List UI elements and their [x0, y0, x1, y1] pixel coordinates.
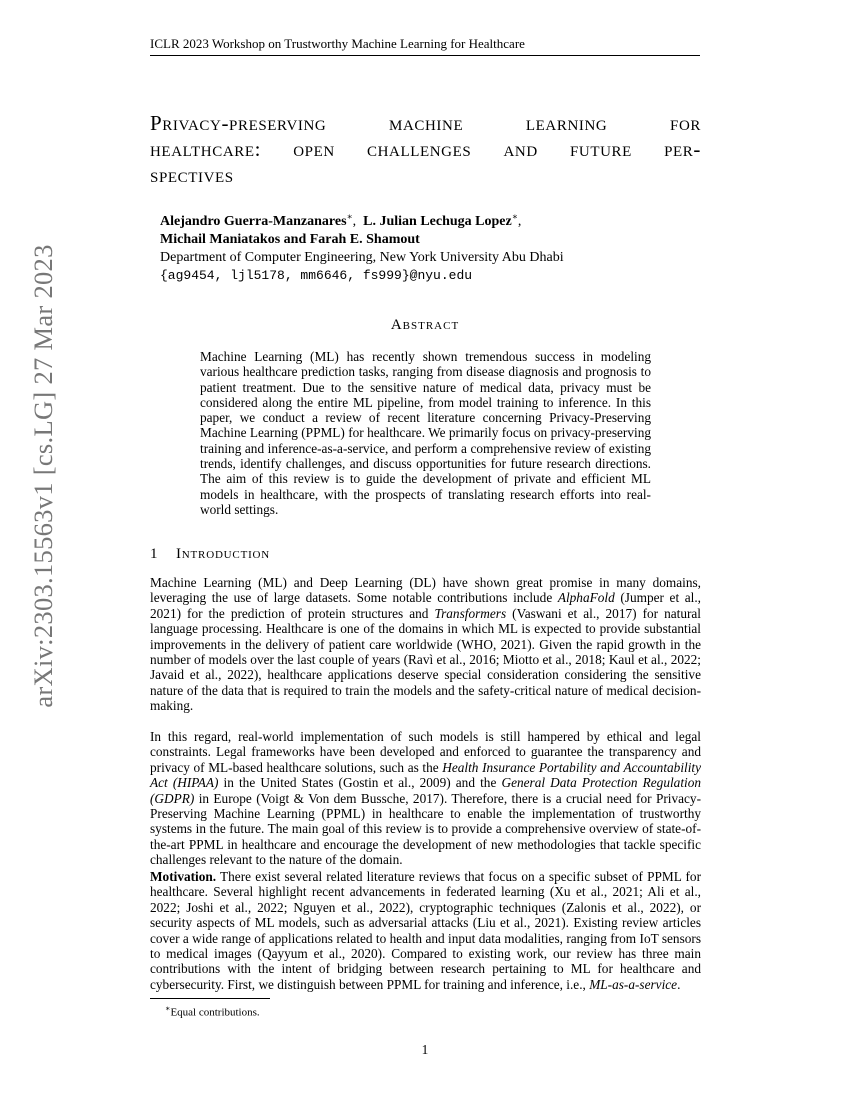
emphasis-hipaa: Health Insurance Portability and Accountability Act (HIPAA) — [150, 759, 701, 791]
equal-contribution-mark: ∗ — [346, 211, 353, 222]
author-name-2: L. Julian Lechuga Lopez — [363, 214, 512, 229]
para-text: Machine Learning (ML) and Deep Learning (DL) have shown great promise in many domains, leveraging the use of large datasets. Some notable contributions include — [150, 575, 701, 606]
intro-paragraph-2 — [150, 729, 701, 868]
author-line-1: Alejandro Guerra-Manzanares∗, L. Julian Lechuga Lopez∗, — [160, 211, 522, 229]
section-heading-introduction — [150, 546, 700, 563]
motivation-lead: Motivation. — [150, 869, 217, 884]
para-text: (Jumper et al., 2021) for the prediction of protein structures and — [150, 590, 702, 621]
para-text: in Europe (Voigt & Von dem Bussche, 2017). Therefore, there is a crucial need for Privacy-Preserving Machine Learning (PPML) in healthcare to enable the implementation of trustworthy systems in the future. The main goal of this review is to provide a comprehensive overview of state-of-the-art PPML in healthcare and encourage the development of new methodologies that tackle specific challenges relevant to the nature of the domain. — [150, 790, 701, 868]
title-line-3: spectives — [150, 163, 234, 187]
footnote-text: Equal contributions. — [170, 1006, 260, 1019]
para-text: In this regard, real-world implementation of such models is still hampered by ethical and legal constraints. Legal frameworks have been developed and enforced to guarantee the transparency and privacy of ML-based healthcare solutions, such as the — [150, 729, 701, 775]
para-text: in the United States (Gostin et al., 2009) and the — [218, 775, 502, 791]
emphasis-alphafold: AlphaFold — [557, 590, 615, 606]
title-line-1: Privacy-preserving machine learning for — [150, 111, 701, 135]
emphasis-ml-as-a-service: ML-as-a-service — [589, 976, 678, 992]
author-block — [160, 213, 700, 285]
equal-contribution-mark: ∗ — [511, 211, 518, 222]
abstract-text: Machine Learning (ML) has recently shown tremendous success in modeling various healthcare prediction tasks, ranging from disease diagnosis and prognosis to patient treatment. Due to the sensitive nature of medical data, privacy must be considered along the entire ML pipeline, from model training to inference. In this paper, we conduct a review of recent literature concerning Privacy-Preserving Machine Learning (PPML) for healthcare. We primarily focus on privacy-preserving training and inference-as-a-service, and perform a comprehensive review of existing trends, identify challenges, and discuss opportunities for future research directions. The aim of this review is to guide the development of private and efficient ML models in healthcare, with the prospects of translating research efforts into real-world settings. — [200, 349, 651, 517]
section-title: Introduction — [176, 546, 271, 562]
footnote-mark: ∗ — [165, 1004, 171, 1013]
para-text: There exist several related literature reviews that focus on a specific subset of PPML for healthcare. Several highlight recent advancements in federated learning (Xu et al., 2021; Ali et al., 2022; Joshi et al., 2022; Nguyen et al., 2022), cryptographic techniques (Zalonis et al., 2022), or security aspects of ML models, such as adversarial attacks (Liu et al., 2021). Existing review articles cover a wide range of applications related to health and input data modalities, ranging from IoT sensors to medical images (Qayyum et al., 2020). Compared to existing work, our review has three main contributions with the intent of bridging between research pertaining to ML for healthcare and cybersecurity. First, we distinguish between PPML for training and inference, i.e., — [150, 869, 701, 992]
section-number: 1 — [150, 546, 159, 562]
footnote — [165, 1002, 260, 1020]
author-names-3-4: Michail Maniatakos and Farah E. Shamout — [160, 232, 420, 247]
intro-paragraph-1 — [150, 575, 701, 714]
motivation-paragraph — [150, 869, 701, 992]
title-line-2: healthcare: open challenges and future per- — [150, 137, 701, 161]
page-number: 1 — [421, 1042, 429, 1057]
para-text: (Vaswani et al., 2017) for natural language processing. Healthcare is one of the domains in which ML is expected to provide substantial improvements in the delivery of patient care worldwide (WHO, 2021). Given the rapid growth in the number of models over the last couple of years (Ravì et al., 2016; Miotto et al., 2018; Kaul et al., 2022; Javaid et al., 2022), healthcare applications deserve special consideration considering the sensitive nature of the data that is required to train the models and the safety-critical nature of medical decision-making. — [150, 605, 702, 714]
abstract-heading: Abstract — [390, 317, 460, 333]
emphasis-gdpr: General Data Protection Regulation (GDPR) — [150, 775, 702, 806]
author-emails[interactable]: {ag9454, ljl5178, mm6646, fs999}@nyu.edu — [160, 268, 473, 283]
author-name-1: Alejandro Guerra-Manzanares — [160, 214, 347, 229]
arxiv-stamp[interactable]: arXiv:2303.15563v1 [cs.LG] 27 Mar 2023 — [28, 244, 58, 708]
para-text: . — [677, 976, 681, 992]
author-line-2 — [160, 231, 700, 249]
affiliation: Department of Computer Engineering, New York University Abu Dhabi — [160, 250, 564, 265]
running-header: ICLR 2023 Workshop on Trustworthy Machine Learning for Healthcare — [150, 34, 700, 56]
emphasis-transformers: Transformers — [434, 605, 507, 621]
footnote-rule — [150, 998, 270, 999]
paper-title — [150, 110, 701, 188]
